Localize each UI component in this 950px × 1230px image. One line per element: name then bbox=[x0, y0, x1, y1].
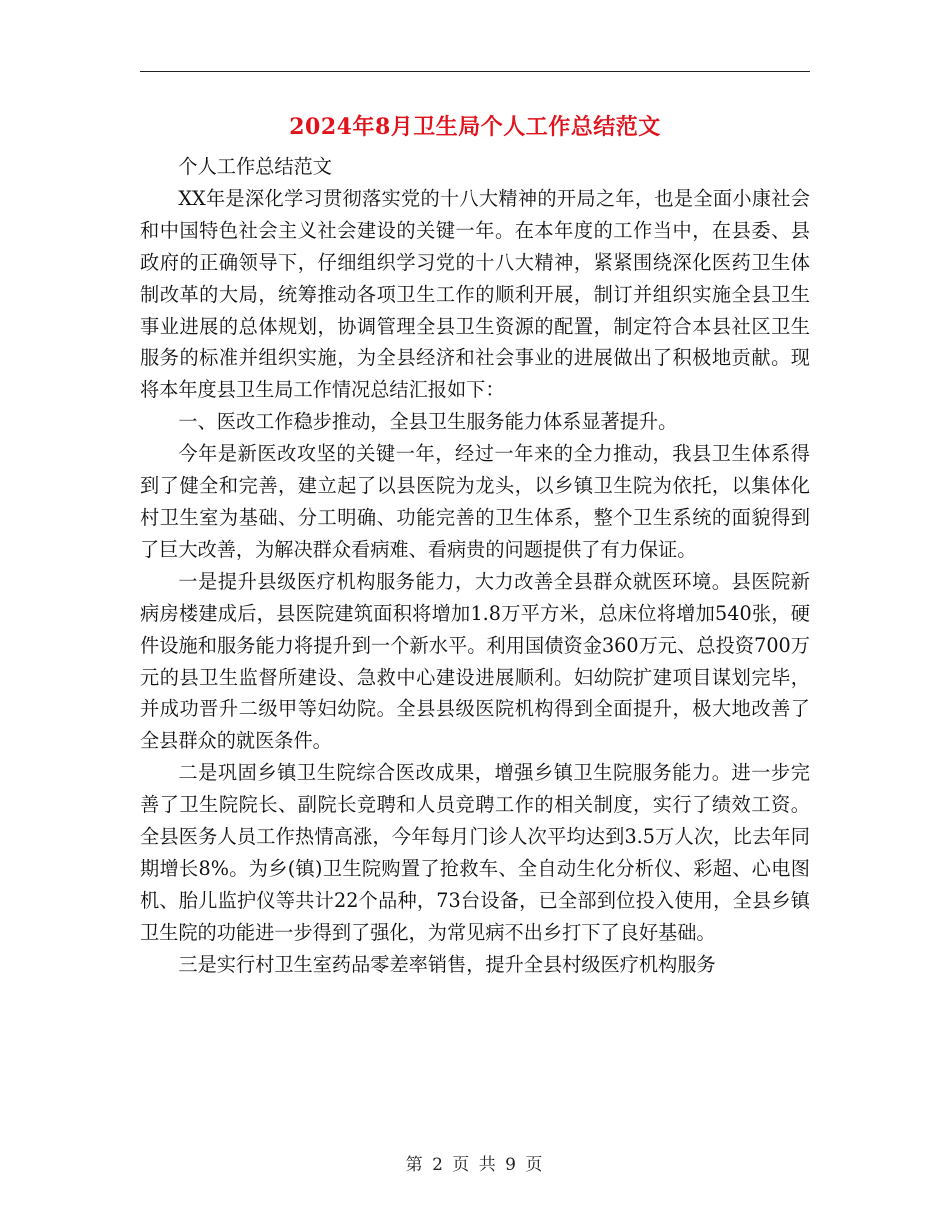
document-body bbox=[140, 151, 810, 981]
document-title: 2024年8月卫生局个人工作总结范文 bbox=[289, 114, 661, 140]
paragraph-village-clinics: 三是实行村卫生室药品零差率销售，提升全县村级医疗机构服务 bbox=[178, 952, 716, 976]
page-number-footer: 第 2 页 共 9 页 bbox=[405, 1155, 545, 1175]
paragraph-county-hospitals: 一是提升县级医疗机构服务能力，大力改善全县群众就医环境。县医院新病房楼建成后，县医院建筑面积将增加1.8万平方米，总床位将增加540张，硬件设施和服务能力将提升到一个新水平。利用国债资金360万元、总投资700万元的县卫生监督所建设、急救中心建设进展顺利。妇幼院扩建项目谋划完毕，并成功晋升二级甲等妇幼院。全县县级医院机构得到全面提升，极大地改善了全县群众的就医条件。 bbox=[140, 569, 810, 753]
header-rule bbox=[140, 71, 810, 72]
paragraph-township-clinics: 二是巩固乡镇卫生院综合医改成果，增强乡镇卫生院服务能力。进一步完善了卫生院院长、副院长竞聘和人员竞聘工作的相关制度，实行了绩效工资。全县医务人员工作热情高涨，今年每月门诊人次平均达到3.5万人次，比去年同期增长8%。为乡(镇)卫生院购置了抢救车、全自动生化分析仪、彩超、心电图机、胎儿监护仪等共计22个品种，73台设备，已全部到位投入使用，全县乡镇卫生院的功能进一步得到了强化，为常见病不出乡打下了良好基础。 bbox=[140, 761, 810, 944]
paragraph-reform-overview: 今年是新医改攻坚的关键一年，经过一年来的全力推动，我县卫生体系得到了健全和完善，建立起了以县医院为龙头，以乡镇卫生院为依托，以集体化村卫生室为基础、分工明确、功能完善的卫生体系，整个卫生系统的面貌得到了巨大改善，为解决群众看病难、看病贵的问题提供了有力保证。 bbox=[140, 442, 810, 561]
paragraph-intro: XX年是深化学习贯彻落实党的十八大精神的开局之年，也是全面小康社会和中国特色社会主义社会建设的关键一年。在本年度的工作当中，在县委、县政府的正确领导下，仔细组织学习党的十八大精神，紧紧围绕深化医药卫生体制改革的大局，统筹推动各项卫生工作的顺利开展，制订并组织实施全县卫生事业进展的总体规划，协调管理全县卫生资源的配置，制定符合本县社区卫生服务的标准并组织实施，为全县经济和社会事业的进展做出了积极地贡献。现将本年度县卫生局工作情况总结汇报如下： bbox=[140, 186, 810, 402]
paragraph-section-heading: 一、医改工作稳步推动，全县卫生服务能力体系显著提升。 bbox=[178, 410, 678, 434]
paragraph-subtitle: 个人工作总结范文 bbox=[178, 155, 332, 178]
